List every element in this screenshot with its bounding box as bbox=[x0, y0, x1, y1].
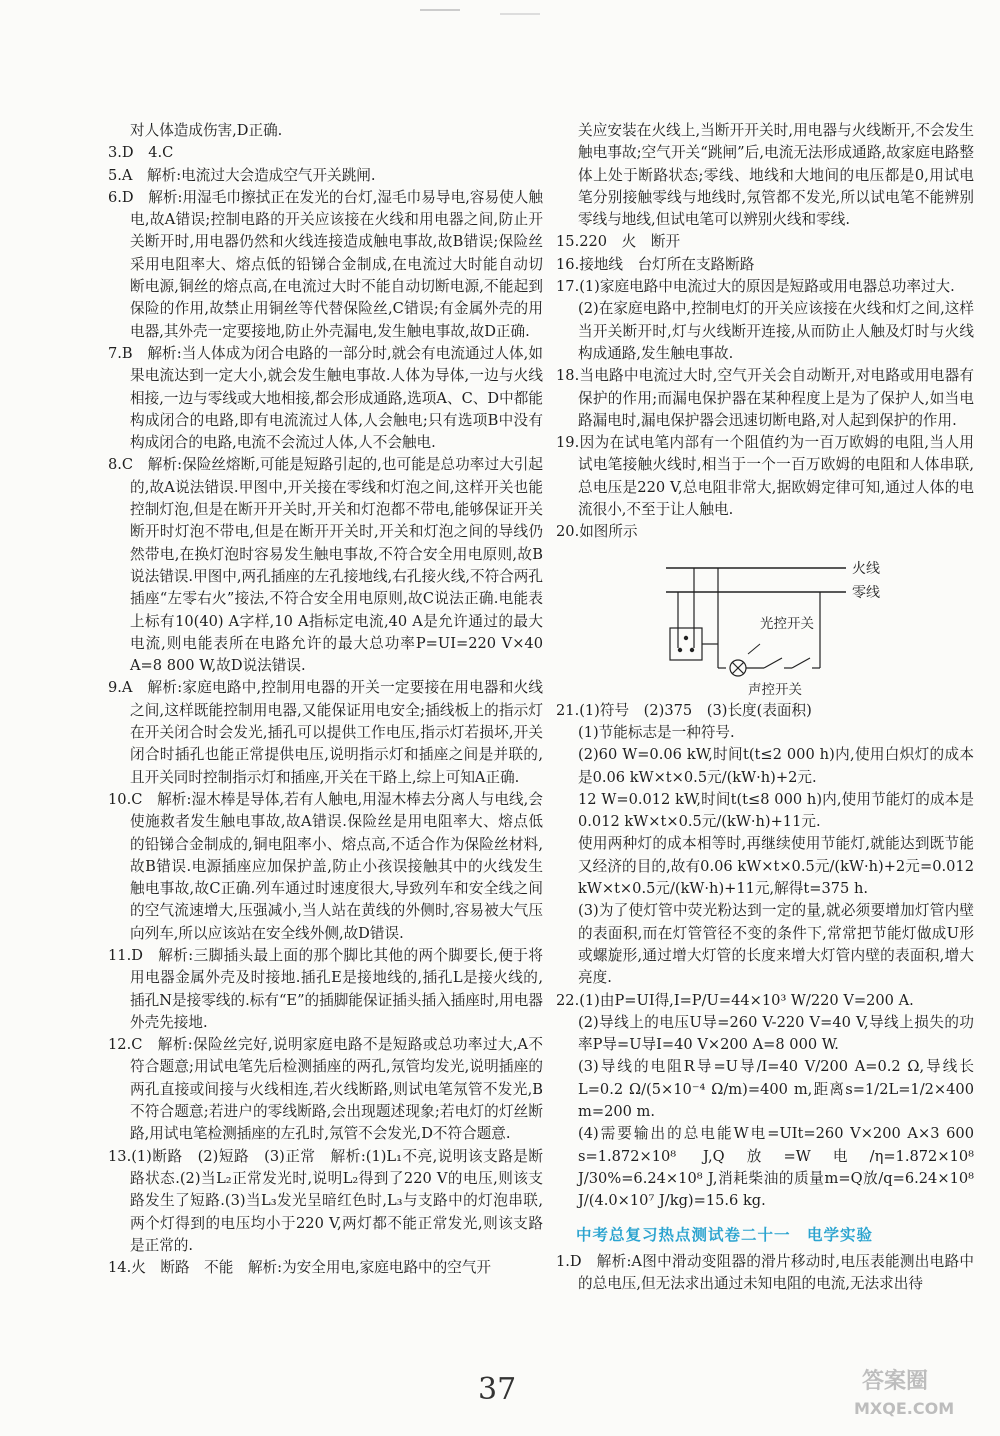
answer-paragraph: 对人体造成伤害,D正确. bbox=[130, 122, 283, 139]
section-heading: 中考总复习热点测试卷二十一 电学实验 bbox=[576, 1226, 874, 1245]
answer-paragraph: 12 W=0.012 kW,时间t(t≤8 000 h)内,使用节能灯的成本是0.012 kW×t×0.5元/(kW·h)+11元. bbox=[578, 790, 974, 831]
watermark-text: 答案圈 bbox=[862, 1369, 929, 1394]
watermark-logo bbox=[844, 1360, 984, 1424]
answer-paragraph: 21.(1)符号 (2)375 (3)长度(表面积) bbox=[556, 701, 812, 719]
left-column bbox=[108, 120, 543, 1279]
neutral-wire-label: 零线 bbox=[852, 584, 880, 601]
answer-paragraph: 3.D 4.C bbox=[108, 144, 174, 162]
answer-paragraph: (4)需要输出的总电能W电=UIt=260 V×200 A×3 600 s=1.872×10⁸ J,Q放=W电/η=1.872×10⁸ J/30%=6.24×10⁸ J,消耗柴油的质量m=Q放/q=6.24×10⁸ J/(4.0×10⁷ J/kg)=15.6 kg. bbox=[578, 1125, 974, 1210]
answer-paragraph: (2)导线上的电压U导=260 V-220 V=40 V,导线上损失的功率P导=U导I=40 V×200 A=8 000 W. bbox=[578, 1013, 974, 1054]
answer-paragraph: 12.C 解析:保险丝完好,说明家庭电路不是短路或总功率过大,A不符合题意;用试电笔先后检测插座的两孔,氖管均发光,说明插座的两孔直接或间接与火线相连,若火线断路,则试电笔氖管不发光,B不符合题意;若进户的零线断路,会出现题述现象;若电灯的灯丝断路,用试电笔检测插座的左孔时,氖管不会发光,D不符合题意. bbox=[108, 1036, 543, 1143]
answer-paragraph: 22.(1)由P=UI得,I=P/U=44×10³ W/220 V=200 A. bbox=[556, 991, 914, 1009]
answer-paragraph: 7.B 解析:当人体成为闭合电路的一部分时,就会有电流通过人体,如果电流达到一定大小,就会发生触电事故.人体为导体,一边与火线相接,一边与零线或大地相接,都会形成通路,选项A、C、D中都能构成闭合的电路,即有电流流过人体,人会触电;只有选项B中没有构成闭合的电路,电流不会流过人体,人不会触电. bbox=[108, 344, 543, 452]
sound-switch-label: 声控开关 bbox=[748, 681, 802, 698]
socket-symbol bbox=[670, 628, 702, 660]
answer-paragraph: 1.D 解析:A图中滑动变阻器的滑片移动时,电压表能测出电路中的总电压,但无法求出通过未知电阻的电流,无法求出待 bbox=[556, 1252, 974, 1293]
light-switch-label: 光控开关 bbox=[760, 615, 814, 632]
sound-switch bbox=[792, 658, 810, 668]
circuit-diagram bbox=[556, 548, 974, 698]
answer-paragraph: 19.因为在试电笔内部有一个阻值约为一百万欧姆的电阻,当人用试电笔接触火线时,相当于一个一百万欧姆的电阻和人体串联,总电压是220 V,总电阻非常大,据欧姆定律可知,通过人体的电流很小,不至于让人触电. bbox=[556, 434, 974, 519]
answer-paragraph: 5.A 解析:电流过大会造成空气开关跳闸. bbox=[108, 166, 376, 184]
answer-paragraph: 15.220 火 断开 bbox=[556, 233, 681, 251]
watermark-url: MXQE.COM bbox=[854, 1399, 955, 1418]
answer-paragraph: 8.C 解析:保险丝熔断,可能是短路引起的,也可能是总功率过大引起的,故A说法错误.甲图中,开关接在零线和灯泡之间,这样开关也能控制灯泡,但是在断开开关时,开关和灯泡都不带电,能够保证开关断开时灯泡不带电,但是在断开开关时,开关和灯泡之间的导线仍然带电,在换灯泡时容易发生触电事故,不符合安全用电原则,故B说法错误.甲图中,两孔插座的左孔接地线,右孔接火线,不符合两孔插座“左零右火”接法,不符合安全用电原则,故C说法正确.电能表上标有10(40) A字样,10 A指标定电流,40 A是允许通过的最大电流,则电能表所在电路允许的最大总功率P=UI=220 V×40 A=8 800 W,故D说法错误. bbox=[108, 456, 543, 675]
answer-paragraph: (3)导线的电阻R导=U导/I=40 V/200 A=0.2 Ω,导线长L=0.2 Ω/(5×10⁻⁴ Ω/m)=400 m,距离s=1/2L=1/2×400 m=200 m. bbox=[578, 1058, 974, 1120]
answer-paragraph: 14.火 断路 不能 解析:为安全用电,家庭电路中的空气开 bbox=[108, 1259, 492, 1277]
answer-paragraph: (2)在家庭电路中,控制电灯的开关应该接在火线和灯之间,这样当开关断开时,灯与火线断开连接,从而防止人触及灯时与火线构成通路,发生触电事故. bbox=[578, 300, 974, 362]
scan-artifact bbox=[420, 0, 540, 20]
answer-paragraph: 9.A 解析:家庭电路中,控制用电器的开关一定要接在用电器和火线之间,这样既能控制用电器,又能保证用电安全;插线板上的指示灯在开关闭合时会发光,插孔可以提供工作电压,指示灯若损坏,开关闭合时插孔也能正常提供电压,说明指示灯和插座之间是并联的,且开关同时控制指示灯和插座,开关在干路上,综上可知A正确. bbox=[108, 679, 543, 786]
answer-paragraph: (3)为了使灯管中荧光粉达到一定的量,就必须要增加灯管内壁的表面积,而在灯管管径不变的条件下,常常把节能灯做成U形或螺旋形,通过增大灯管的长度来增大灯管内壁的表面积,增大亮度. bbox=[578, 902, 974, 987]
answer-paragraph: 6.D 解析:用湿毛巾擦拭正在发光的台灯,湿毛巾易导电,容易使人触电,故A错误;控制电路的开关应该接在火线和用电器之间,防止开关断开时,用电器仍然和火线连接造成触电事故,故B错误;保险丝采用电阻率大、熔点低的铅锑合金制成,在电流过大时能自动切断电源,铜丝的熔点高,在电流过大时不能自动切断电源,不能起到保险的作用,故禁止用铜丝等代替保险丝,C错误;有金属外壳的用电器,其外壳一定要接地,防止外壳漏电,发生触电事故,故D正确. bbox=[108, 188, 543, 340]
answer-paragraph: 16.接地线 台灯所在支路断路 bbox=[556, 255, 755, 273]
page-number: 37 bbox=[478, 1372, 517, 1407]
answer-paragraph: 20.如图所示 bbox=[556, 523, 638, 541]
live-wire-label: 火线 bbox=[852, 560, 880, 577]
answer-paragraph: 18.当电路中电流过大时,空气开关会自动断开,对电路或用电器有保护的作用;而漏电保护器在某种程度上是为了保护人,如当电路漏电时,漏电保护器会迅速切断电路,对人起到保护的作用. bbox=[556, 367, 974, 429]
answer-paragraph: 10.C 解析:湿木棒是导体,若有人触电,用湿木棒去分离人与电线,会使施救者发生触电事故,故A错误.保险丝是用电阻率大、熔点低的铅锑合金制成的,铜电阻率小、熔点高,不适合作为保险丝材料,故B错误.电源插座应加保护盖,防止小孩误接触其中的火线发生触电事故,故C正确.列车通过时速度很大,导致列车和安全线之间的空气流速增大,压强减小,当人站在黄线的外侧时,容易被大气压向列车,所以应该站在安全线外侧,故D错误. bbox=[108, 790, 543, 942]
answer-paragraph: 17.(1)家庭电路中电流过大的原因是短路或用电器总功率过大. bbox=[556, 278, 955, 296]
answer-paragraph: 关应安装在火线上,当断开开关时,用电器与火线断开,不会发生触电事故;空气开关“跳闸”后,电流无法形成通路,故家庭电路整体上处于断路状态;零线、地线和大地间的电压都是0,用试电笔分别接触零线与地线时,氖管都不发光,所以试电笔不能辨别零线与地线,但试电笔可以辨别火线和零线. bbox=[578, 122, 974, 229]
light-switch bbox=[764, 658, 782, 668]
answer-paragraph: 13.(1)断路 (2)短路 (3)正常 解析:(1)L₁不亮,说明该支路是断路状态.(2)当L₂正常发光时,说明L₂得到了220 V的电压,则该支路发生了短路.(3)当L₃发光呈暗红色时,L₃与支路中的灯泡串联,两个灯得到的电压均小于220 V,两灯都不能正常发光,则该支路是正常的. bbox=[108, 1147, 543, 1254]
right-column bbox=[556, 120, 974, 1295]
answer-paragraph: 使用两种灯的成本相等时,再继续使用节能灯,就能达到既节能又经济的目的,故有0.06 kW×t×0.5元/(kW·h)+2元=0.012 kW×t×0.5元/(kW·h)+11元,解得t=375 h. bbox=[578, 835, 974, 898]
answer-paragraph: (2)60 W=0.06 kW,时间t(t≤2 000 h)内,使用白炽灯的成本是0.06 kW×t×0.5元/(kW·h)+2元. bbox=[578, 746, 974, 786]
answer-paragraph: 11.D 解析:三脚插头最上面的那个脚比其他的两个脚要长,便于将用电器金属外壳及时接地.插孔E是接地线的,插孔L是接火线的,插孔N是接零线的.标有“E”的插脚能保证插头插入插座时,用电器外壳先接地. bbox=[108, 946, 543, 1031]
answer-paragraph: (1)节能标志是一种符号. bbox=[578, 723, 735, 741]
